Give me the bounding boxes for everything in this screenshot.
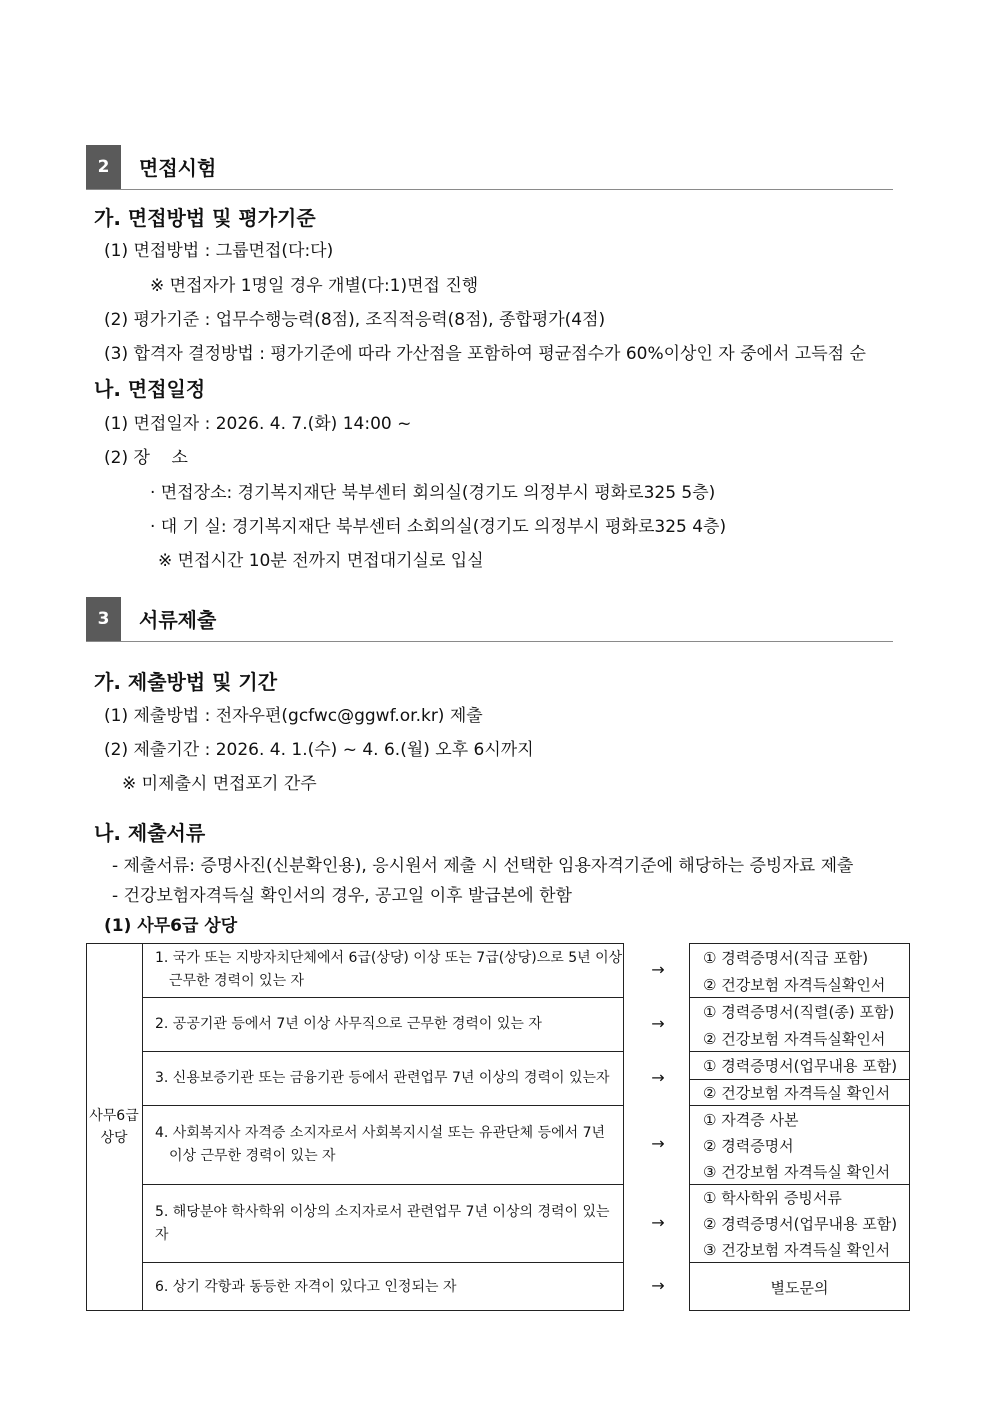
table-row xyxy=(143,1263,624,1311)
doc-item: ③ 건강보험 자격득실 확인서 xyxy=(703,1241,891,1259)
text-line: - 건강보험자격득실 확인서의 경우, 공고일 이후 발급본에 한함 xyxy=(112,886,572,906)
doc-item: ① 경력증명서(직렬(종) 포함) xyxy=(703,1003,895,1021)
heading-interview-method: 가. 면접방법 및 평가기준 xyxy=(94,206,316,230)
docs-box xyxy=(689,1184,910,1263)
note-line: ※ 미제출시 면접포기 간주 xyxy=(122,774,317,794)
note-line: ※ 면접자가 1명일 경우 개별(다:1)면접 진행 xyxy=(150,276,479,296)
table-row xyxy=(143,1106,624,1185)
doc-item: ② 건강보험 자격득실확인서 xyxy=(703,976,886,994)
criteria-text: 이상 근무한 경력이 있는 자 xyxy=(169,1148,336,1164)
docs-box xyxy=(689,943,910,998)
doc-item: ② 경력증명서 xyxy=(703,1137,794,1155)
doc-item: ① 학사학위 증빙서류 xyxy=(703,1189,842,1207)
doc-item: ① 자격증 사본 xyxy=(703,1111,799,1129)
criteria-text: 근무한 경력이 있는 자 xyxy=(169,973,305,989)
text-line: · 면접장소: 경기복지재단 북부센터 회의실(경기도 의정부시 평화로325 5층) xyxy=(150,483,716,503)
doc-item: ① 경력증명서(업무내용 포함) xyxy=(703,1057,898,1075)
doc-item: ③ 건강보험 자격득실 확인서 xyxy=(703,1163,891,1181)
arrow-icon: → xyxy=(651,960,665,979)
section-number: 3 xyxy=(86,597,121,641)
arrow-icon: → xyxy=(651,1276,665,1295)
table-row xyxy=(143,1052,624,1106)
docs-box xyxy=(689,1105,910,1185)
doc-item: ② 건강보험 자격득실 확인서 xyxy=(703,1084,891,1102)
criteria-text: 4. 사회복지사 자격증 소지자로서 사회복지시설 또는 유관단체 등에서 7년 xyxy=(155,1125,606,1141)
text-line: - 제출서류: 증명사진(신분확인용), 응시원서 제출 시 선택한 임용자격기준에 해당하는 증빙자료 제출 xyxy=(112,856,854,876)
text-line: (1) 면접일자 : 2026. 4. 7.(화) 14:00 ~ xyxy=(104,414,412,434)
doc-separator xyxy=(690,1079,909,1080)
table-row xyxy=(143,943,624,998)
grade-label xyxy=(86,1105,142,1149)
doc-item: ① 경력증명서(직급 포함) xyxy=(703,949,869,967)
text-line: (1) 제출방법 : 전자우편(gcfwc@ggwf.or.kr) 제출 xyxy=(104,706,483,726)
criteria-text: 2. 공공기관 등에서 7년 이상 사무직으로 근무한 경력이 있는 자 xyxy=(155,1016,542,1032)
docs-box xyxy=(689,1262,910,1311)
text-line: · 대 기 실: 경기복지재단 북부센터 소회의실(경기도 의정부시 평화로325 4층) xyxy=(150,517,727,537)
heading-submission-method: 가. 제출방법 및 기간 xyxy=(94,670,278,694)
docs-box xyxy=(689,997,910,1052)
docs-box xyxy=(689,1051,910,1106)
grade-label-line: 사무6급 xyxy=(89,1108,139,1124)
text-line: (1) 면접방법 : 그룹면접(다:다) xyxy=(104,241,334,261)
section-3-header xyxy=(86,597,893,642)
heading-submission-documents: 나. 제출서류 xyxy=(94,821,206,845)
criteria-text: 5. 해당분야 학사학위 이상의 소지자로서 관련업무 7년 이상의 경력이 있는 자 xyxy=(155,1203,610,1243)
arrow-icon: → xyxy=(651,1068,665,1087)
doc-item: ② 경력증명서(업무내용 포함) xyxy=(703,1215,898,1233)
subheading-grade6: (1) 사무6급 상당 xyxy=(104,916,238,936)
section-2-header xyxy=(86,145,893,190)
section-number: 2 xyxy=(86,145,121,189)
criteria-text: 3. 신용보증기관 또는 금융기관 등에서 관련업무 7년 이상의 경력이 있는자 xyxy=(155,1070,610,1086)
text-line: (2) 장 소 xyxy=(104,448,188,468)
grade-label-line: 상당 xyxy=(100,1130,128,1146)
doc-item: 별도문의 xyxy=(770,1279,829,1297)
arrow-icon: → xyxy=(651,1014,665,1033)
table-row xyxy=(143,1185,624,1263)
table-row xyxy=(143,998,624,1052)
arrow-icon: → xyxy=(651,1134,665,1153)
section-title: 면접시험 xyxy=(139,156,217,180)
doc-item: ② 건강보험 자격득실확인서 xyxy=(703,1030,886,1048)
text-line: (2) 평가기준 : 업무수행능력(8점), 조직적응력(8점), 종합평가(4점) xyxy=(104,310,606,330)
arrow-icon: → xyxy=(651,1213,665,1232)
criteria-text: 1. 국가 또는 지방자치단체에서 6급(상당) 이상 또는 7급(상당)으로 5년 이상 xyxy=(155,950,623,966)
heading-interview-schedule: 나. 면접일정 xyxy=(94,377,206,401)
section-title: 서류제출 xyxy=(139,608,217,632)
note-line: ※ 면접시간 10분 전까지 면접대기실로 입실 xyxy=(158,551,484,571)
text-line: (3) 합격자 결정방법 : 평가기준에 따라 가산점을 포함하여 평균점수가 60%이상인 자 중에서 고득점 순 xyxy=(104,344,866,364)
criteria-text: 6. 상기 각항과 동등한 자격이 있다고 인정되는 자 xyxy=(155,1278,457,1295)
text-line: (2) 제출기간 : 2026. 4. 1.(수) ~ 4. 6.(월) 오후 6시까지 xyxy=(104,740,534,760)
